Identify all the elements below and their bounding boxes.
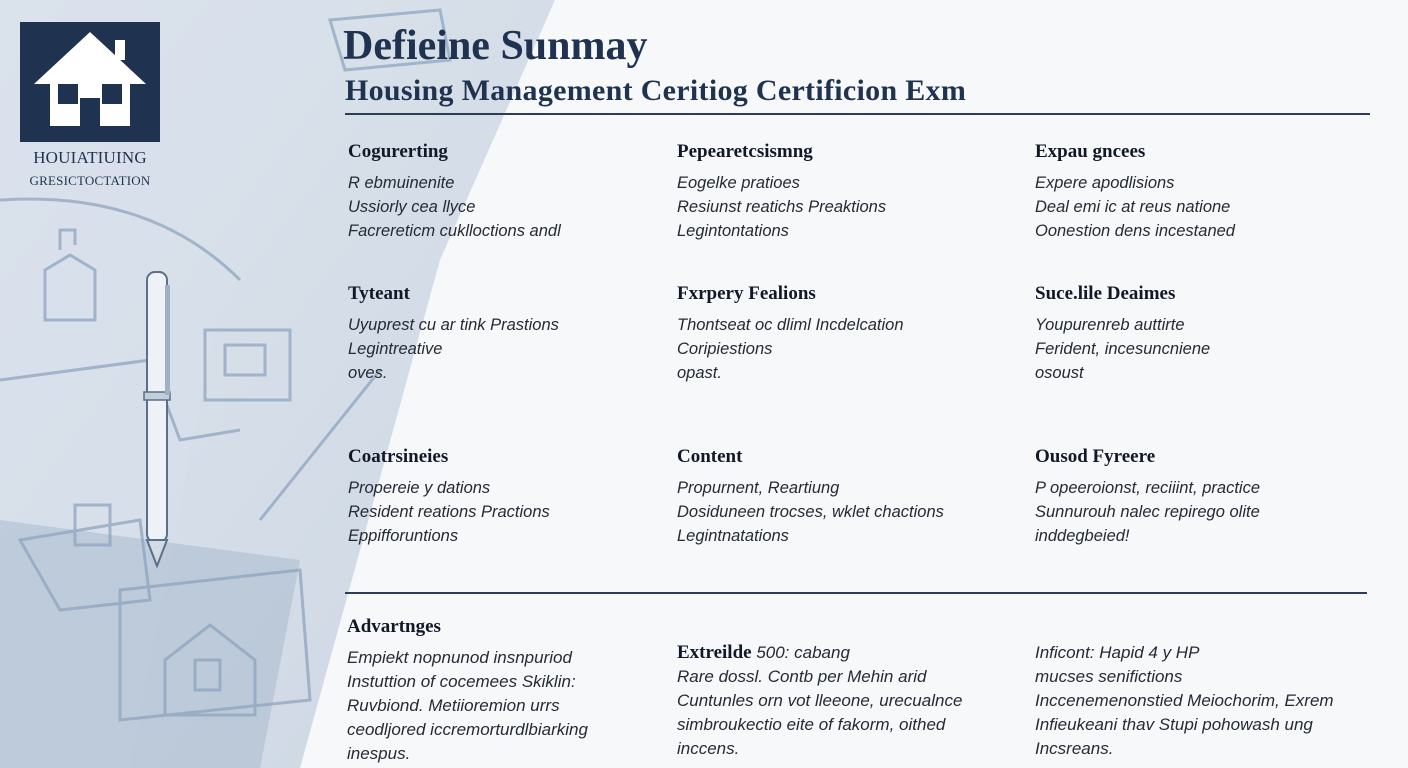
pen-illustration xyxy=(144,272,170,566)
section-line: inccens. xyxy=(677,739,740,758)
section-line: simbroukectio eite of fakorm, oithed xyxy=(677,715,946,734)
section-tyteant xyxy=(348,283,678,385)
section-line: mucses senifictions xyxy=(1035,667,1183,686)
section-line: Deal emi ic at reus natione xyxy=(1035,198,1231,216)
section-line: Propurnent, Reartiung xyxy=(677,479,840,497)
section-heading: Pepearetcsismng xyxy=(677,141,813,162)
section-line: inespus. xyxy=(347,744,411,763)
section-line: Sunnurouh nalec repirego olite xyxy=(1035,503,1260,521)
section-heading-suffix: 500: cabang xyxy=(751,643,850,662)
logo-text-line2: GRESICTOCTATION xyxy=(29,173,151,188)
section-line: Legintontations xyxy=(677,222,789,240)
section-heading: Ousod Fyreere xyxy=(1035,446,1156,467)
logo xyxy=(20,22,160,142)
section-heading: Tyteant xyxy=(348,283,410,304)
section-inficont xyxy=(1035,641,1365,761)
section-advartnges xyxy=(347,616,677,766)
section-pepearetcsismng xyxy=(677,141,1007,243)
section-line: inddegbeied! xyxy=(1035,527,1130,545)
section-line: Rare dossl. Contb per Mehin arid xyxy=(677,667,927,686)
section-line: Instuttion of cocemees Skiklin: xyxy=(347,672,576,691)
section-expau-gncees xyxy=(1035,141,1365,243)
logo-text-line1: HOUIATIUING xyxy=(33,148,147,167)
section-line: osoust xyxy=(1035,364,1084,382)
section-line: Ussiorly cea llyce xyxy=(348,198,476,216)
section-line: Incsreans. xyxy=(1035,739,1114,758)
section-line: Legintreative xyxy=(348,340,443,358)
section-line: Resiunst reatichs Preaktions xyxy=(677,198,887,216)
section-heading: Extreilde xyxy=(677,642,752,663)
section-line: Empiekt nopnunod insnpuriod xyxy=(347,648,572,667)
section-heading: Advartnges xyxy=(347,616,441,637)
section-fxrpery-fealions xyxy=(677,283,1007,385)
section-line: Inccenemenonstied Meiochorim, Exrem xyxy=(1035,691,1334,710)
section-line: Resident reations Practions xyxy=(348,503,550,521)
section-line: Eogelke pratioes xyxy=(677,174,800,192)
section-line: Eppifforuntions xyxy=(348,527,459,545)
section-line: R ebmuinenite xyxy=(348,174,455,192)
section-line: Oonestion dens incestaned xyxy=(1035,222,1235,240)
section-ousod-fyreere xyxy=(1035,446,1365,548)
section-line: Cuntunles orn vot lleeone, urecualnce xyxy=(677,691,963,710)
page-subtitle: Housing Management Ceritiog Certificion Exm xyxy=(345,74,967,107)
section-heading: Cogurerting xyxy=(348,141,448,162)
section-line: Facrereticm cuklloctions andl xyxy=(348,222,561,240)
section-content xyxy=(677,446,1007,548)
section-heading: Coatrsineies xyxy=(348,446,449,467)
house-icon xyxy=(20,22,160,142)
section-line: Ferident, incesuncniene xyxy=(1035,340,1211,358)
section-line: Uyuprest cu ar tink Prastions xyxy=(348,316,559,334)
page-title: Defieine Sunmay xyxy=(343,23,648,69)
section-line: Coripiestions xyxy=(677,340,773,358)
section-line: Propereie y dations xyxy=(348,479,491,497)
section-extreilde xyxy=(677,641,1007,761)
section-line: Expere apodlisions xyxy=(1035,174,1175,192)
section-line: P opeeroionst, reciiint, practice xyxy=(1035,479,1260,497)
section-line: Thontseat oc dliml Incdelcation xyxy=(677,316,904,334)
header-divider xyxy=(345,113,1370,115)
section-heading: Expau gncees xyxy=(1035,141,1146,162)
section-heading-line xyxy=(677,641,1007,665)
section-heading: Suce.lile Deaimes xyxy=(1035,283,1176,304)
section-line: Inficont: Hapid 4 y HP xyxy=(1035,643,1200,662)
section-line: ceodljored iccremorturdlbiarking xyxy=(347,720,588,739)
section-cogurerting xyxy=(348,141,678,243)
section-line: Legintnatations xyxy=(677,527,789,545)
section-line: Youpurenreb auttirte xyxy=(1035,316,1185,334)
section-line: oves. xyxy=(348,364,388,382)
section-line: Dosiduneen trocses, wklet chactions xyxy=(677,503,944,521)
section-line: opast. xyxy=(677,364,722,382)
section-sucelile-deaimes xyxy=(1035,283,1365,385)
section-heading: Content xyxy=(677,446,743,467)
section-line: Infieukeani thav Stupi pohowash ung xyxy=(1035,715,1313,734)
section-heading: Fxrpery Fealions xyxy=(677,283,816,304)
section-line: Ruvbiond. Metiioremion urrs xyxy=(347,696,560,715)
section-divider xyxy=(345,592,1367,594)
section-coatrsineies xyxy=(348,446,678,548)
